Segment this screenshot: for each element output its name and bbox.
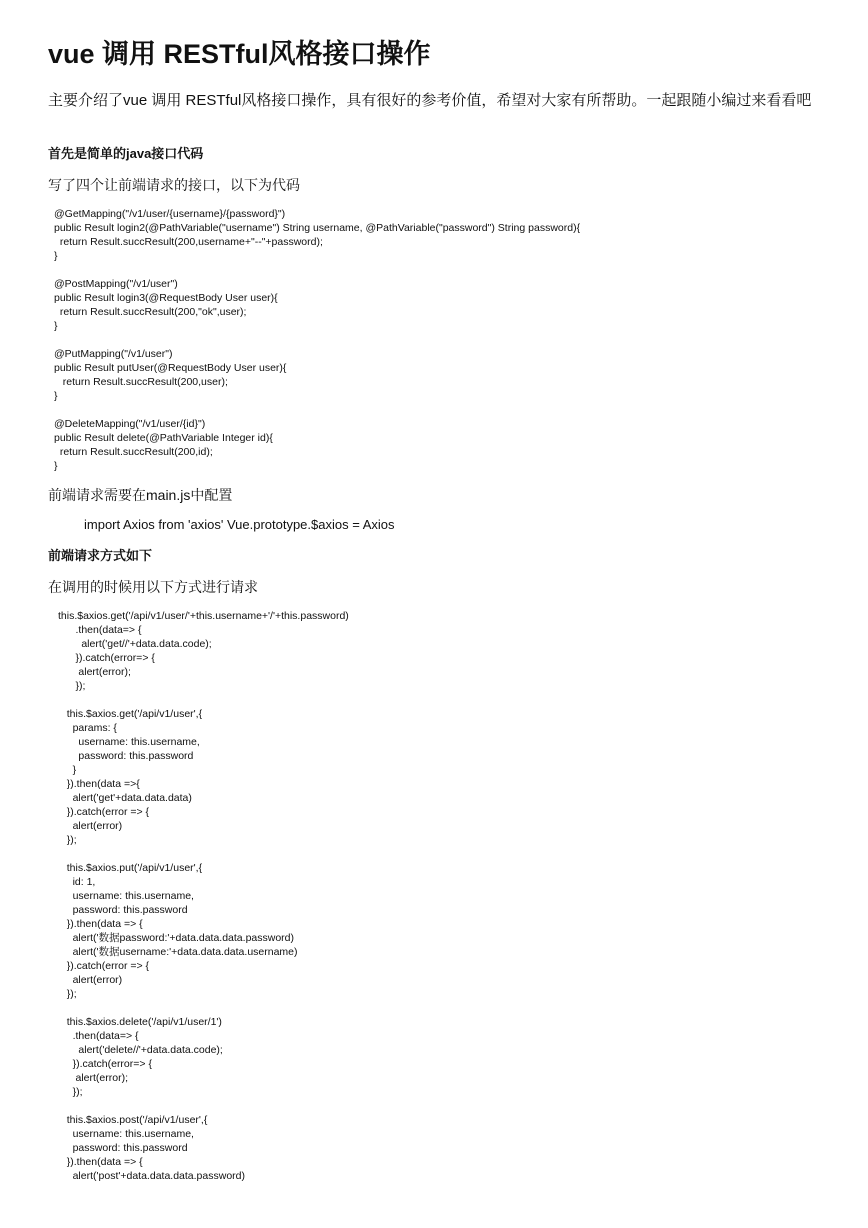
import-axios-line: import Axios from 'axios' Vue.prototype.$axios = Axios [84, 517, 395, 532]
vue-code-block: this.$axios.get('/api/v1/user/'+this.username+'/'+this.password) .then(data=> { alert('get//'+data.data.code); }).catch(error=> { alert(error); }); this.$axios.get('/api/v1/user',{ params: { username: this.username, password: this.password } }).then(data =>{ alert('get'+data.data.data) }).catch(error => { alert(error) }); this.$axios.put('/api/v1/user',{ id: 1, username: this.username, password: this.password }).then(data => { alert('数据password:'+data.data.data.password) alert('数据username:'+data.data.data.username) }).catch(error => { alert(error) }); this.$axios.delete('/api/v1/user/1') .then(data=> { alert('delete//'+data.data.code); }).catch(error=> { alert(error); }); this.$axios.post('/api/v1/user',{ username: this.username, password: this.password }).then(data => { alert('post'+data.data.data.password) [58, 610, 349, 1182]
section-heading-frontend: 前端请求方式如下 [48, 548, 153, 563]
java-code-block: @GetMapping("/v1/user/{username}/{password}") public Result login2(@PathVariable("username") String username, @PathVariable("password") String password){ return Result.succResult(200,username+"--"+password); } @PostMapping("/v1/user") public Result login3(@RequestBody User user){ return Result.succResult(200,"ok",user); } @PutMapping("/v1/user") public Result putUser(@RequestBody User user){ return Result.succResult(200,user); } @DeleteMapping("/v1/user/{id}") public Result delete(@PathVariable Integer id){ return Result.succResult(200,id); } [54, 208, 581, 472]
section-text-java-api: 写了四个让前端请求的接口，以下为代码 [48, 177, 300, 193]
section-text-frontend: 在调用的时候用以下方式进行请求 [48, 579, 258, 595]
section-text-main-js: 前端请求需要在main.js中配置 [48, 487, 233, 503]
intro-paragraph: 主要介绍了vue 调用 RESTful风格接口操作，具有很好的参考价值，希望对大家有所帮助。一起跟随小编过来看看吧 [48, 92, 812, 109]
section-heading-java-api: 首先是简单的java接口代码 [48, 146, 204, 161]
page-title: vue 调用 RESTful风格接口操作 [48, 39, 431, 69]
